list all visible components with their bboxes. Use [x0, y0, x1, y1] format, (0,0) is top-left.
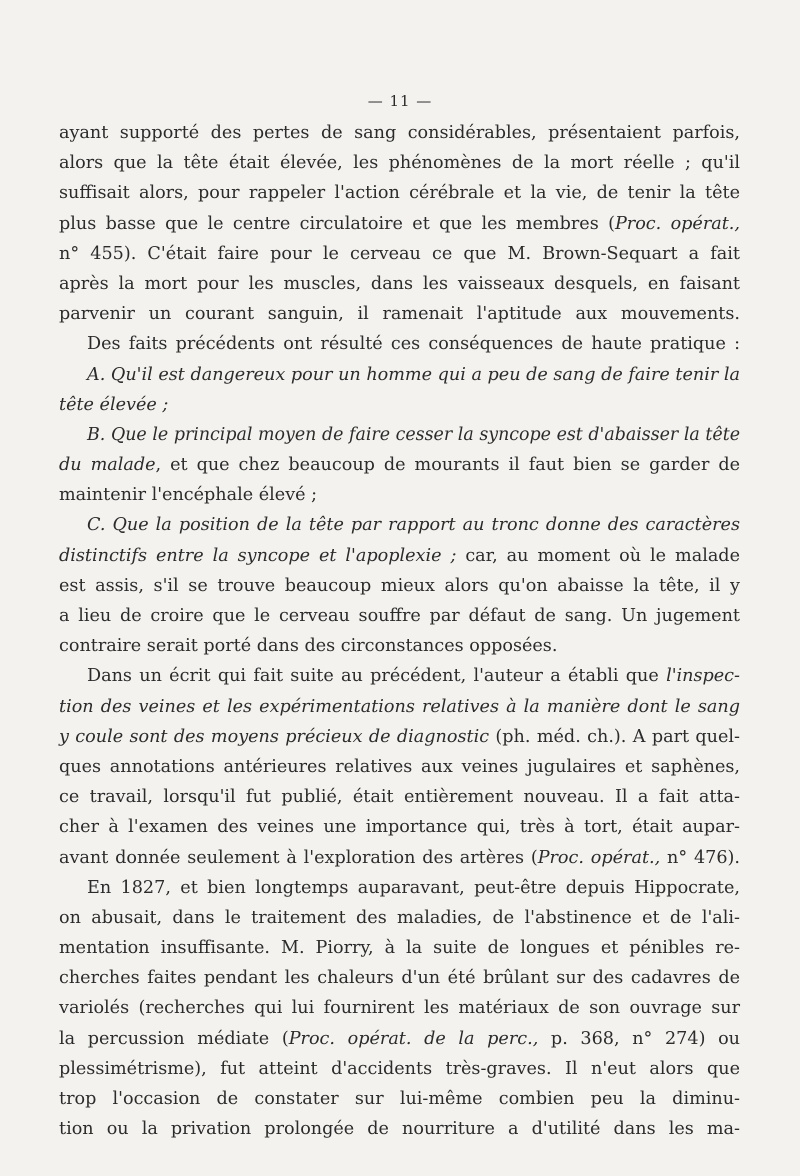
text-line — [59, 360, 740, 390]
text-line — [59, 933, 740, 963]
text-line — [59, 480, 740, 510]
text-segment: suffisait alors, pour rappeler l'action cérébrale et la vie, de tenir la tête — [59, 183, 740, 204]
italic-text: du malade — [59, 455, 156, 476]
text-segment: cher à l'examen des veines une importance qui, très à tort, était aupar- — [59, 817, 740, 838]
text-segment: ques annotations antérieures relatives aux veines jugulaires et saphènes, — [59, 756, 740, 777]
text-line — [59, 692, 740, 722]
page-number: — 11 — — [367, 92, 433, 110]
italic-text: Proc. opérat., — [537, 847, 661, 868]
text-segment: Dans un écrit qui fait suite au précédent, l'auteur a établi que — [87, 666, 667, 687]
text-segment: , et que chez beaucoup de mourants il faut bien se garder de — [155, 455, 740, 476]
italic-text: tête élevée ; — [59, 394, 169, 415]
text-line — [59, 178, 740, 208]
text-segment: n° 455). C'était faire pour le cerveau ce que M. Brown-Sequart a fait — [59, 243, 740, 264]
text-segment: p. 368, n° 274) ou — [538, 1028, 740, 1049]
italic-text: Proc. opérat. de la perc., — [288, 1028, 539, 1049]
text-segment: En 1827, et bien longtemps auparavant, peut-être depuis Hippocrate, — [87, 877, 740, 898]
text-line — [59, 269, 740, 299]
text-segment: plus basse que le centre circulatoire et que les membres ( — [59, 213, 615, 234]
text-line — [59, 450, 740, 480]
text-segment: Des faits précédents ont résulté ces conséquences de haute pratique : — [87, 334, 740, 355]
text-line — [59, 1054, 740, 1084]
text-segment: est assis, s'il se trouve beaucoup mieux alors qu'on abaisse la tête, il y — [59, 575, 740, 596]
text-segment: variolés (recherches qui lui fournirent les matériaux de son ouvrage sur — [59, 998, 740, 1019]
body-text — [59, 118, 740, 1144]
text-segment: contraire serait porté dans des circonstances opposées. — [59, 636, 558, 657]
text-segment: ce travail, lorsqu'il fut publié, était entièrement nouveau. Il a fait atta- — [59, 787, 740, 808]
text-line — [59, 390, 740, 420]
text-line — [59, 812, 740, 842]
text-segment: parvenir un courant sanguin, il ramenait l'aptitude aux mouvements. — [59, 304, 740, 325]
text-segment: mentation insuffisante. M. Piorry, à la suite de longues et pénibles re- — [59, 938, 740, 959]
text-line — [59, 118, 740, 148]
italic-text: l'inspec- — [666, 666, 740, 687]
text-line — [59, 209, 740, 239]
text-line — [59, 541, 740, 571]
italic-text: distinctifs entre la syncope et l'apoplexie ; — [59, 545, 457, 566]
text-line — [59, 993, 740, 1023]
text-segment: n° 476). — [660, 847, 740, 868]
text-segment: ayant supporté des pertes de sang considérables, présentaient parfois, — [59, 123, 740, 143]
italic-text: y coule sont des moyens précieux de diagnostic — [59, 726, 490, 747]
text-segment: maintenir l'encéphale élevé ; — [59, 485, 318, 506]
text-line — [59, 571, 740, 601]
text-line — [59, 903, 740, 933]
italic-text: C. Que la position de la tête par rapport au tronc donne des caractères — [87, 515, 740, 536]
italic-text: A. Qu'il est dangereux pour un homme qui a peu de sang de faire tenir la — [87, 364, 740, 385]
text-line — [59, 782, 740, 812]
italic-text: B. Que le principal moyen de faire cesser la syncope est d'abaisser la tête — [87, 424, 740, 445]
text-segment: tion ou la privation prolongée de nourriture a d'utilité dans les ma- — [59, 1119, 740, 1140]
text-line — [59, 420, 740, 450]
text-segment: on abusait, dans le traitement des maladies, de l'abstinence et de l'ali- — [59, 907, 740, 928]
text-segment: (ph. méd. ch.). A part quel- — [489, 726, 740, 747]
text-line — [59, 1084, 740, 1114]
text-segment: car, au moment où le malade — [456, 545, 740, 566]
text-line — [59, 329, 740, 359]
text-line — [59, 299, 740, 329]
text-segment: cherches faites pendant les chaleurs d'un été brûlant sur des cadavres de — [59, 968, 740, 989]
text-line — [59, 510, 740, 540]
text-line — [59, 1114, 740, 1144]
text-segment: alors que la tête était élevée, les phénomènes de la mort réelle ; qu'il — [59, 153, 740, 174]
text-line — [59, 631, 740, 661]
text-segment: trop l'occasion de constater sur lui-même combien peu la diminu- — [59, 1089, 740, 1109]
italic-text: tion des veines et les expérimentations relatives à la manière dont le sang — [59, 696, 740, 717]
text-segment: avant donnée seulement à l'exploration des artères ( — [59, 847, 538, 868]
italic-text: Proc. opérat., — [614, 213, 740, 234]
text-line — [59, 752, 740, 782]
text-line — [59, 873, 740, 903]
text-line — [59, 601, 740, 631]
text-line — [59, 148, 740, 178]
text-segment: après la mort pour les muscles, dans les vaisseaux desquels, en faisant — [59, 273, 740, 294]
text-line — [59, 661, 740, 691]
text-segment: a lieu de croire que le cerveau souffre par défaut de sang. Un jugement — [59, 606, 740, 626]
text-line — [59, 963, 740, 993]
text-line — [59, 1024, 740, 1054]
text-line — [59, 843, 740, 873]
text-segment: la percussion médiate ( — [59, 1028, 289, 1049]
text-segment: plessimétrisme), fut atteint d'accidents très-graves. Il n'eut alors que — [59, 1058, 740, 1079]
text-line — [59, 239, 740, 269]
text-line — [59, 722, 740, 752]
